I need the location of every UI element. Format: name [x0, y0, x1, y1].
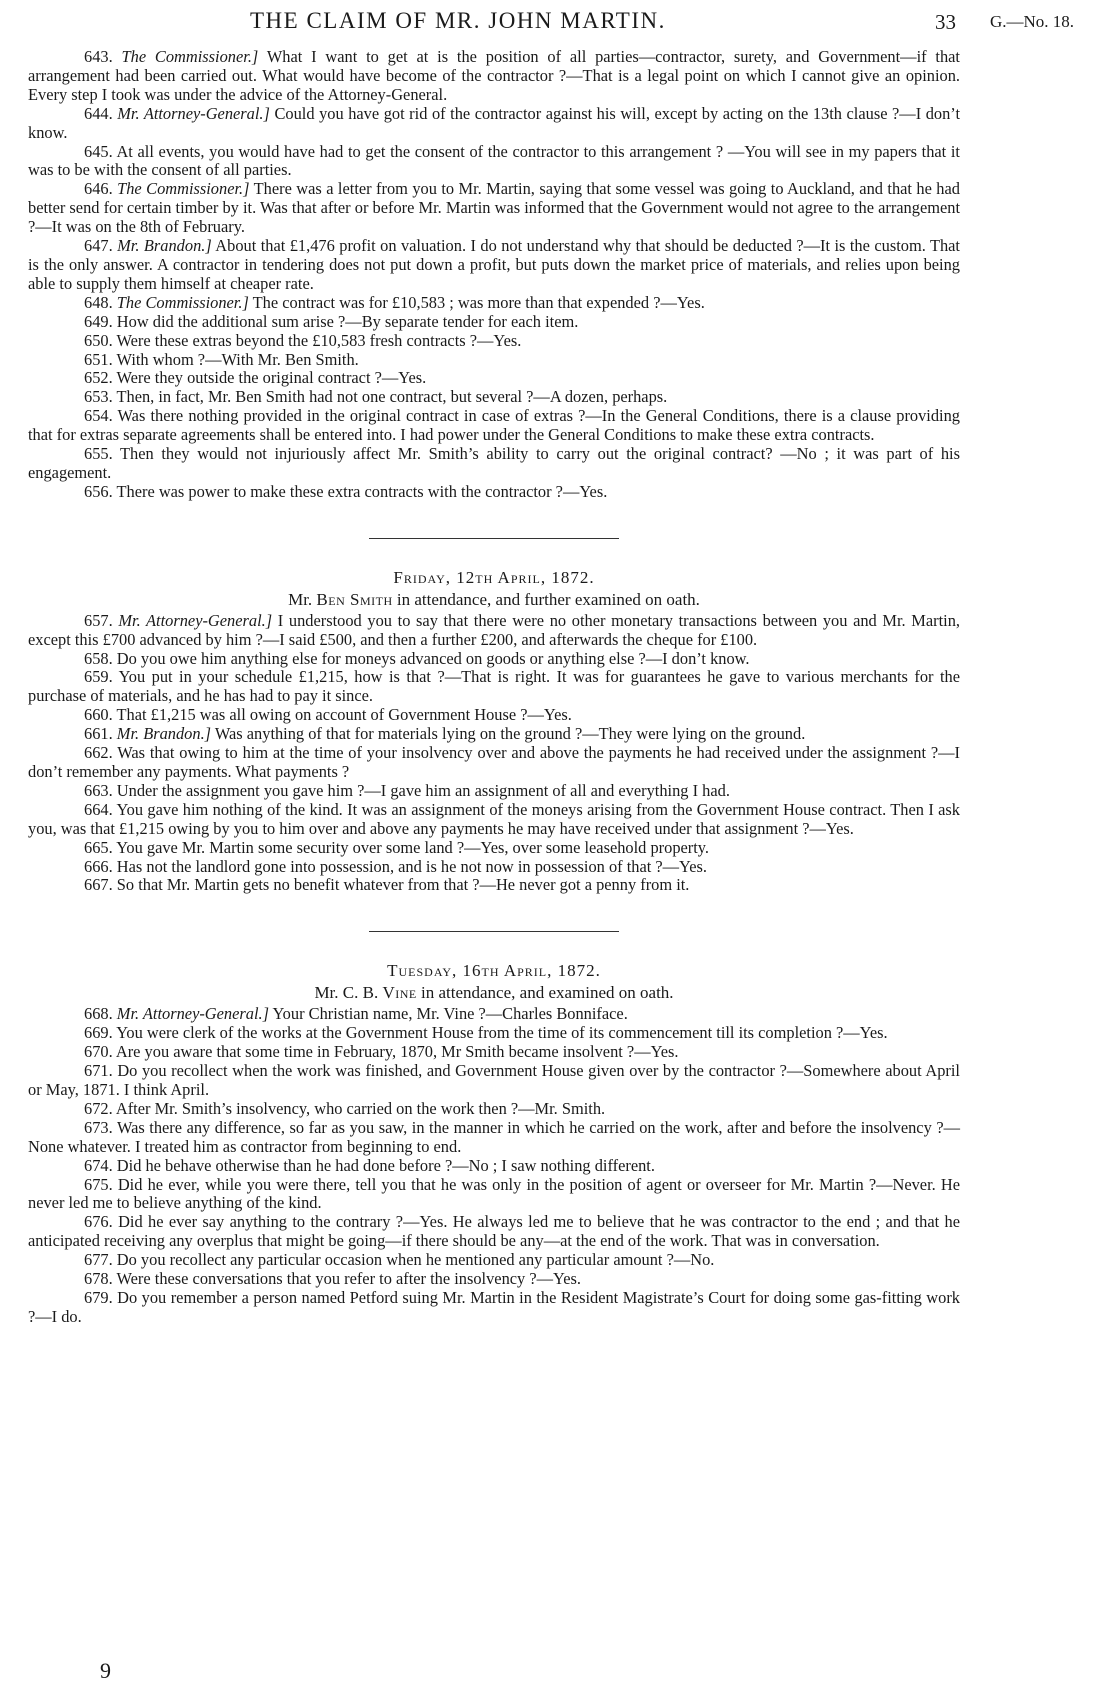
question-answer-paragraph	[28, 143, 960, 181]
question-answer-paragraph	[28, 1024, 960, 1043]
paragraph-text: Did he behave otherwise than he had done before ?—No ; I saw nothing different.	[116, 1155, 655, 1175]
page-number: 33	[935, 10, 956, 34]
question-number: 644.	[84, 103, 113, 123]
paragraph-text: Was there nothing provided in the original contract in case of extras ?—In the General Conditions, there is a clause providing that for extras separate agreements shall be entered into. I had power under the General Conditions to make these extra contracts.	[28, 406, 960, 445]
question-answer-paragraph	[28, 313, 960, 332]
session-witness-line	[28, 982, 960, 1004]
paragraph-text: Was there any difference, so far as you saw, in the manner in which he carried on the work, after and before the insolvency ?—None whatever. I treated him as contractor from beginning to end.	[28, 1117, 960, 1156]
session-date: Friday, 12th April, 1872.	[393, 567, 595, 587]
paragraph-text: Was that owing to him at the time of your insolvency over and above the payments he had received under the assignment ?—I don’t remember any payments. What payments ?	[28, 743, 960, 781]
paragraph-text: Do you owe him anything else for moneys advanced on goods or anything else ?—I don’t know.	[116, 648, 750, 668]
question-answer-paragraph	[28, 876, 960, 895]
paragraph-text: Are you aware that some time in February, 1870, Mr Smith became insolvent ?—Yes.	[115, 1042, 679, 1062]
question-answer-paragraph	[28, 1289, 960, 1327]
paragraph-text: You gave Mr. Martin some security over some land ?—Yes, over some leasehold property.	[116, 837, 710, 857]
question-number: 665.	[84, 837, 113, 857]
question-number: 674.	[84, 1155, 113, 1175]
question-number: 643.	[84, 47, 113, 66]
paragraph-text: That £1,215 was all owing on account of Government House ?—Yes.	[116, 705, 572, 725]
question-number: 671.	[84, 1061, 113, 1081]
running-title: THE CLAIM OF MR. JOHN MARTIN.	[250, 8, 666, 33]
question-answer-paragraph	[28, 1100, 960, 1119]
witness-name: Ben Smith	[316, 589, 393, 609]
question-number: 666.	[84, 856, 113, 876]
question-number: 679.	[84, 1287, 113, 1307]
witness-prefix: Mr.	[288, 589, 317, 609]
paragraph-text: Then, in fact, Mr. Ben Smith had not one contract, but several ?—A dozen, perhaps.	[116, 387, 668, 407]
paragraph-text: You were clerk of the works at the Government House from the time of its commencement till its completion ?—Yes.	[116, 1023, 888, 1043]
question-number: 676.	[84, 1212, 113, 1232]
question-number: 661.	[84, 724, 113, 744]
speaker-label: Mr. Attorney-General.]	[118, 610, 273, 630]
question-answer-paragraph	[28, 105, 960, 143]
speaker-label: The Commissioner.]	[117, 179, 250, 199]
question-number: 645.	[84, 141, 113, 161]
page-body	[28, 48, 960, 1327]
speaker-label: Mr. Brandon.]	[117, 236, 212, 256]
paragraph-text: Did he ever, while you were there, tell you that he was only in the position of agent or overseer for Mr. Martin ?—Never. He never led me to believe anything of the kind.	[28, 1174, 960, 1213]
paragraph-text: I understood you to say that there were no other monetary transactions between you and Mr. Martin, except this £700 advanced by him ?—I said £500, and then a further £200, and afterwards the cheque for £100.	[28, 610, 960, 649]
speaker-label: Mr. Attorney-General.]	[117, 103, 270, 123]
question-number: 655.	[84, 444, 113, 464]
question-number: 672.	[84, 1098, 113, 1118]
paragraph-text: About that £1,476 profit on valuation. I do not understand why that should be deducted ?—It is the custom. That is the only answer. A contractor in tendering does not put down a profit, but puts down the market price of materials, and relies upon being able to supply them himself at cheaper rate.	[28, 236, 960, 293]
question-answer-paragraph	[28, 1176, 960, 1214]
question-answer-paragraph	[28, 445, 960, 483]
question-answer-paragraph	[28, 858, 960, 877]
question-answer-paragraph	[28, 332, 960, 351]
question-number: 658.	[84, 648, 113, 668]
question-number: 647.	[84, 236, 113, 256]
evidence-block-3	[28, 1005, 960, 1326]
session-date: Tuesday, 16th April, 1872.	[387, 961, 601, 981]
question-number: 675.	[84, 1174, 113, 1194]
question-answer-paragraph	[28, 839, 960, 858]
paragraph-text: Did he ever say anything to the contrary ?—Yes. He always led me to believe that he was contractor to the end ; and that he anticipated receiving any overplus that might be going—if there should be any—at the end of the work. That was in conversation.	[28, 1212, 961, 1251]
witness-suffix: in attendance, and further examined on oath.	[392, 589, 700, 609]
witness-name: Vine	[382, 983, 417, 1003]
question-answer-paragraph	[28, 351, 960, 370]
question-number: 657.	[84, 610, 113, 630]
question-number: 648.	[84, 292, 113, 312]
paragraph-text: So that Mr. Martin gets no benefit whatever from that ?—He never got a penny from it.	[116, 875, 690, 895]
question-answer-paragraph	[28, 388, 960, 407]
paragraph-text: Do you remember a person named Petford suing Mr. Martin in the Resident Magistrate’s Court for doing some gas-fitting work ?—I do.	[28, 1287, 960, 1326]
speaker-label: Mr. Brandon.]	[116, 724, 212, 744]
question-answer-paragraph	[28, 1119, 960, 1157]
witness-suffix: in attendance, and examined on oath.	[416, 983, 674, 1003]
question-number: 652.	[84, 368, 113, 388]
question-answer-paragraph	[28, 744, 960, 782]
question-number: 646.	[84, 179, 113, 199]
paragraph-text: Has not the landlord gone into possession, and is he not now in possession of that ?—Yes.	[116, 856, 707, 876]
paragraph-text: There was a letter from you to Mr. Martin, saying that some vessel was going to Auckland, and that he had better send for certain timber by it. Was that after or before Mr. Martin was informed that the Government would not agree to the arrangement ?—It was on the 8th of February.	[28, 179, 960, 237]
question-number: 670.	[84, 1042, 113, 1062]
question-answer-paragraph	[28, 294, 960, 313]
question-answer-paragraph	[28, 1005, 960, 1024]
paragraph-text: You gave him nothing of the kind. It was an assignment of the moneys arising from the Government House contract. Then I ask you, was that £1,215 owing by you to him over and above any payments he may have received under that assignment ?—Yes.	[28, 799, 961, 838]
section-divider	[369, 538, 619, 539]
question-number: 667.	[84, 875, 113, 895]
paragraph-text: What I want to get at is the position of all parties—contractor, surety, and Government—if that arrangement had been carried out. What would have become of the contractor ?—That is a legal point on which I cannot give an opinion. Every step I took was under the advice of the Attorney-General.	[28, 47, 960, 104]
question-answer-paragraph	[28, 1062, 960, 1100]
question-number: 668.	[84, 1004, 113, 1024]
paragraph-text: Do you recollect when the work was finished, and Government House given over by the contractor ?—Somewhere about April or May, 1871. I think April.	[28, 1061, 960, 1099]
paragraph-text: Were these extras beyond the £10,583 fresh contracts ?—Yes.	[116, 330, 522, 350]
question-answer-paragraph	[28, 650, 960, 669]
question-answer-paragraph	[28, 782, 960, 801]
question-number: 659.	[84, 667, 113, 687]
paragraph-text: The contract was for £10,583 ; was more than that expended ?—Yes.	[248, 292, 705, 312]
paragraph-text: Could you have got rid of the contractor against his will, except by acting on the 13th clause ?—I don’t know.	[28, 103, 961, 142]
question-number: 654.	[84, 406, 113, 426]
question-number: 664.	[84, 799, 113, 819]
paragraph-text: At all events, you would have had to get the consent of the contractor to this arrangement ? —You will see in my papers that it was to be with the consent of all parties.	[28, 141, 960, 180]
speaker-label: The Commissioner.]	[121, 47, 259, 66]
paragraph-text: Were these conversations that you refer to after the insolvency ?—Yes.	[116, 1269, 581, 1289]
question-number: 653.	[84, 387, 113, 407]
speaker-label: Mr. Attorney-General.]	[116, 1004, 269, 1024]
question-answer-paragraph	[28, 1043, 960, 1062]
paragraph-text: Do you recollect any particular occasion when he mentioned any particular amount ?—No.	[116, 1250, 715, 1270]
speaker-label: The Commissioner.]	[116, 292, 249, 312]
question-number: 673.	[84, 1117, 113, 1137]
question-answer-paragraph	[28, 668, 960, 706]
question-number: 650.	[84, 330, 113, 350]
question-answer-paragraph	[28, 483, 960, 502]
evidence-block-2	[28, 612, 960, 896]
paragraph-text: With whom ?—With Mr. Ben Smith.	[116, 349, 359, 369]
paragraph-text: How did the additional sum arise ?—By separate tender for each item.	[116, 311, 579, 331]
paragraph-text: There was power to make these extra contracts with the contractor ?—Yes.	[116, 481, 608, 501]
session-witness-line	[28, 589, 960, 611]
signature-mark: 9	[100, 1658, 111, 1683]
question-answer-paragraph	[28, 407, 960, 445]
paragraph-text: After Mr. Smith’s insolvency, who carried on the work then ?—Mr. Smith.	[115, 1098, 606, 1118]
section-divider	[369, 931, 619, 932]
paragraph-text: Your Christian name, Mr. Vine ?—Charles Bonniface.	[269, 1004, 628, 1024]
question-answer-paragraph	[28, 1270, 960, 1289]
question-answer-paragraph	[28, 1213, 960, 1251]
question-answer-paragraph	[28, 180, 960, 237]
paragraph-text: Was anything of that for materials lying on the ground ?—They were lying on the ground.	[211, 724, 806, 744]
question-number: 678.	[84, 1269, 113, 1289]
question-answer-paragraph	[28, 369, 960, 388]
document-reference: G.—No. 18.	[990, 12, 1075, 31]
question-number: 663.	[84, 780, 113, 800]
page-header	[0, 8, 1114, 48]
question-number: 660.	[84, 705, 113, 725]
question-number: 649.	[84, 311, 113, 331]
question-number: 651.	[84, 349, 113, 369]
paragraph-text: Then they would not injuriously affect Mr. Smith’s ability to carry out the original contract? —No ; it was part of his engagement.	[28, 444, 960, 482]
question-number: 677.	[84, 1250, 113, 1270]
question-answer-paragraph	[28, 48, 960, 105]
evidence-block-1	[28, 48, 960, 502]
question-number: 669.	[84, 1023, 113, 1043]
question-number: 656.	[84, 481, 113, 501]
question-answer-paragraph	[28, 1157, 960, 1176]
paragraph-text: Were they outside the original contract ?—Yes.	[116, 368, 427, 388]
question-answer-paragraph	[28, 801, 960, 839]
witness-prefix: Mr. C. B.	[314, 983, 383, 1003]
paragraph-text: Under the assignment you gave him ?—I gave him an assignment of all and everything I had.	[116, 780, 730, 800]
question-answer-paragraph	[28, 1251, 960, 1270]
question-number: 662.	[84, 743, 113, 763]
question-answer-paragraph	[28, 725, 960, 744]
question-answer-paragraph	[28, 612, 960, 650]
question-answer-paragraph	[28, 237, 960, 294]
question-answer-paragraph	[28, 706, 960, 725]
paragraph-text: You put in your schedule £1,215, how is that ?—That is right. It was for guarantees he gave to various merchants for the purchase of materials, and he has had to pay it since.	[28, 667, 960, 706]
